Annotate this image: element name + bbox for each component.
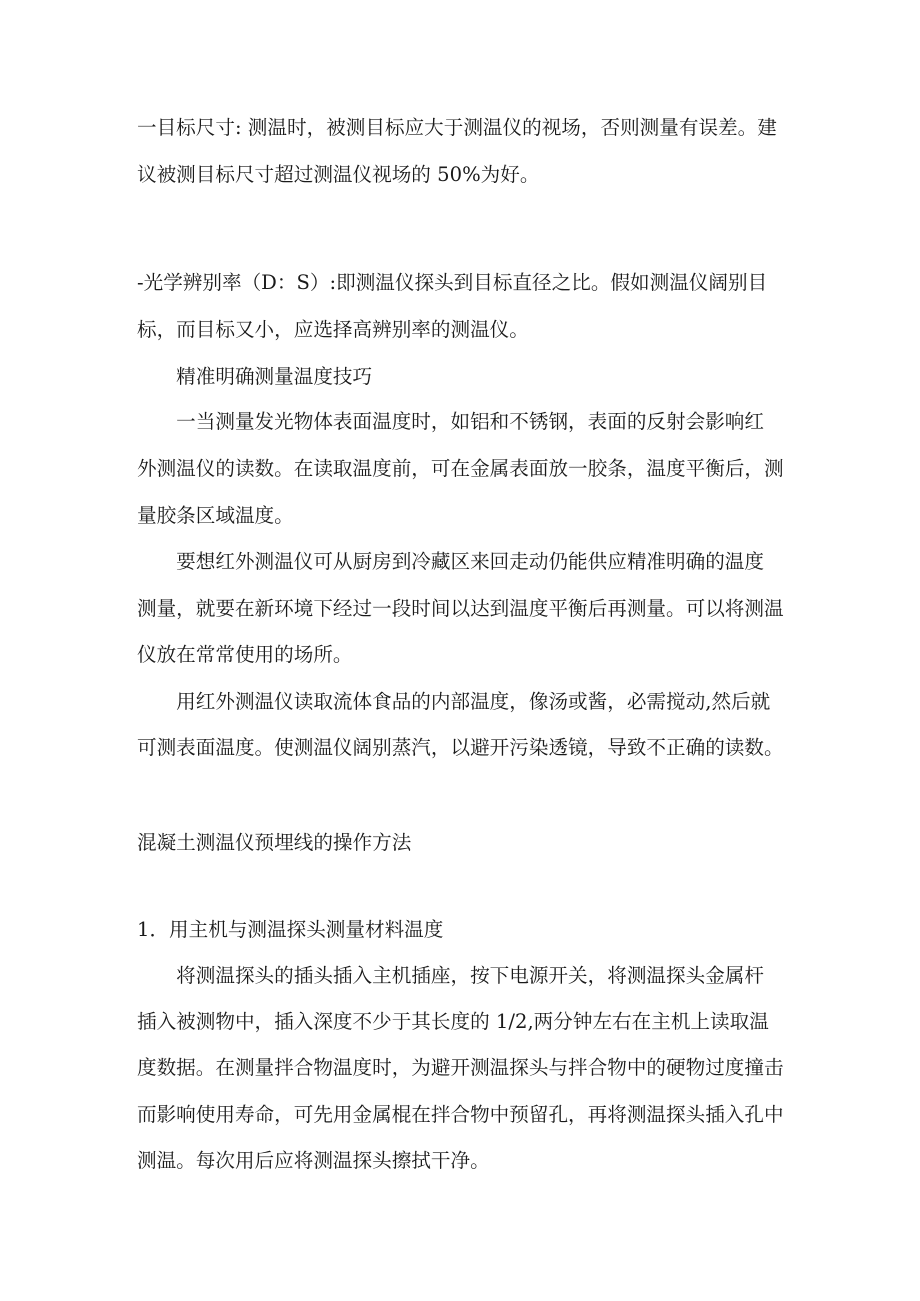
text-line: 要想红外测温仪可从厨房到冷藏区来回走动仍能供应精准明确的温度 xyxy=(137,550,764,573)
text-line: 一当测量发光物体表面温度时，如铝和不锈钢，表面的反射会影响红 xyxy=(137,410,764,433)
text-line: 测量，就要在新环境下经过一段时间以达到温度平衡后再测量。可以将测温 xyxy=(137,597,784,620)
text-line: 外测温仪的读数。在读取温度前，可在金属表面放一胶条，温度平衡后，测 xyxy=(137,457,784,480)
text-line: 插入被测物中，插入深度不少于其长度的 1/2,两分钟左右在主机上读取温 xyxy=(137,1010,769,1033)
text-line: 量胶条区域温度。 xyxy=(137,504,294,527)
text-line: 标，而目标又小，应选择高辨别率的测温仪。 xyxy=(137,318,529,341)
text-line: 混凝土测温仪预埋线的操作方法 xyxy=(137,831,412,854)
text-line: 可测表面温度。使测温仪阔别蒸汽，以避开污染透镜，导致不正确的读数。 xyxy=(137,736,784,759)
text-line: 1．用主机与测温探头测量材料温度 xyxy=(137,918,444,941)
text-line: 用红外测温仪读取流体食品的内部温度，像汤或酱，必需搅动,然后就 xyxy=(137,690,771,713)
text-line: 议被测目标尺寸超过测温仪视场的 50%为好。 xyxy=(137,163,540,186)
text-line: 一目标尺寸: 测温时，被测目标应大于测温仪的视场，否则测量有误差。建 xyxy=(137,116,777,139)
text-line: 度数据。在测量拌合物温度时，为避开测温探头与拌合物中的硬物过度撞击 xyxy=(137,1056,784,1079)
text-line: 精准明确测量温度技巧 xyxy=(137,365,373,388)
text-line: 测温。每次用后应将测温探头擦拭干净。 xyxy=(137,1149,490,1172)
text-line: -光学辨别率（D：S）:即测温仪探头到目标直径之比。假如测温仪阔别目 xyxy=(137,271,768,294)
text-line: 将测温探头的插头插入主机插座，按下电源开关，将测温探头金属杆 xyxy=(137,964,764,987)
text-line: 仪放在常常使用的场所。 xyxy=(137,643,353,666)
text-line: 而影响使用寿命，可先用金属棍在拌合物中预留孔，再将测温探头插入孔中 xyxy=(137,1103,784,1126)
